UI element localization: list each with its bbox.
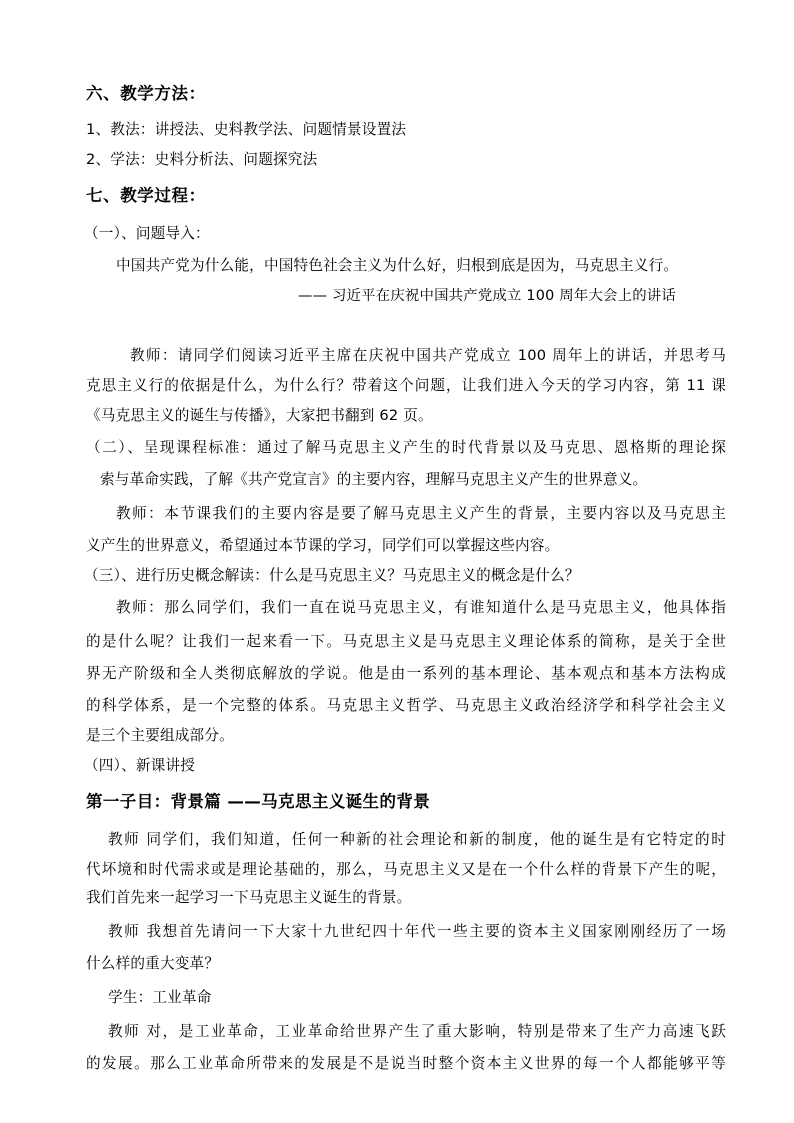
student-answer: 学生：工业革命 — [108, 989, 212, 1006]
paragraph-line: 我们首先来一起学习一下马克思主义诞生的背景。 — [86, 889, 412, 906]
paragraph-line: 教师 对，是工业革命，工业革命给世界产生了重大影响，特别是带来了生产力高速飞跃 — [108, 1023, 726, 1040]
paragraph-line: 克思主义行的依据是什么，为什么行？带着这个问题，让我们进入今天的学习内容，第 11 课 — [86, 377, 726, 394]
part-label-concept-interpretation: （三）、进行历史概念解读：什么是马克思主义？马克思主义的概念是什么？ — [84, 567, 580, 584]
subtopic-heading-background: 第一子目：背景篇 ——马克思主义诞生的背景 — [86, 792, 431, 811]
paragraph-line: 是三个主要组成部分。 — [86, 727, 234, 744]
curriculum-standard-line: 索与革命实践，了解《共产党宣言》的主要内容，理解马克思主义产生的世界意义。 — [100, 471, 648, 488]
section-heading-teaching-process: 七、教学过程： — [86, 186, 206, 205]
paragraph-line: 教师：那么同学们，我们一直在说马克思主义，有谁知道什么是马克思主义，他具体指 — [116, 599, 726, 616]
paragraph-line: 的是什么呢？让我们一起来看一下。马克思主义是马克思主义理论体系的简称，是关于全世 — [86, 633, 726, 650]
paragraph-line: 教师 我想首先请问一下大家十九世纪四十年代一些主要的资本主义国家刚刚经历了一场 — [108, 923, 726, 940]
quote-source: —— 习近平在庆祝中国共产党成立 100 周年大会上的讲话 — [298, 288, 676, 304]
paragraph-line: 界无产阶级和全人类彻底解放的学说。他是由一系列的基本理论、基本观点和基本方法构成 — [86, 665, 726, 682]
paragraph-line: 义产生的世界意义，希望通过本节课的学习，同学们可以掌握这些内容。 — [86, 537, 560, 554]
part-label-introduction: （一）、问题导入： — [84, 225, 210, 242]
paragraph-line: 的发展。那么工业革命所带来的发展是不是说当时整个资本主义世界的每一个人都能够平等 — [86, 1055, 726, 1072]
part-label-new-lesson: （四）、新课讲授 — [84, 757, 196, 774]
quote-text: 中国共产党为什么能，中国特色社会主义为什么好，归根到底是因为，马克思主义行。 — [116, 257, 679, 274]
section-heading-teaching-methods: 六、教学方法： — [86, 84, 206, 103]
curriculum-standard-line: （二）、呈现课程标准：通过了解马克思主义产生的时代背景以及马克思、恩格斯的理论探 — [86, 439, 726, 456]
list-item-learning-method: 2、学法：史料分析法、问题探究法 — [86, 151, 318, 168]
paragraph-line: 代坏境和时代需求或是理论基础的，那么，马克思主义又是在一个什么样的背景下产生的呢， — [86, 861, 726, 878]
paragraph-line: 《马克思主义的诞生与传播》，大家把书翻到 62 页。 — [86, 407, 433, 424]
paragraph-line: 的科学体系，是一个完整的体系。马克思主义哲学、马克思主义政治经济学和科学社会主义 — [86, 697, 726, 714]
paragraph-line: 教师：本节课我们的主要内容是要了解马克思主义产生的背景，主要内容以及马克思主 — [116, 505, 726, 522]
list-item-teaching-method: 1、教法：讲授法、史料教学法、问题情景设置法 — [86, 121, 407, 138]
paragraph-line: 教师：请同学们阅读习近平主席在庆祝中国共产党成立 100 周年上的讲话，并思考马 — [130, 347, 726, 364]
paragraph-line: 什么样的重大变革？ — [86, 955, 220, 972]
paragraph-line: 教师 同学们，我们知道，任何一种新的社会理论和新的制度，他的诞生是有它特定的时 — [108, 831, 726, 848]
